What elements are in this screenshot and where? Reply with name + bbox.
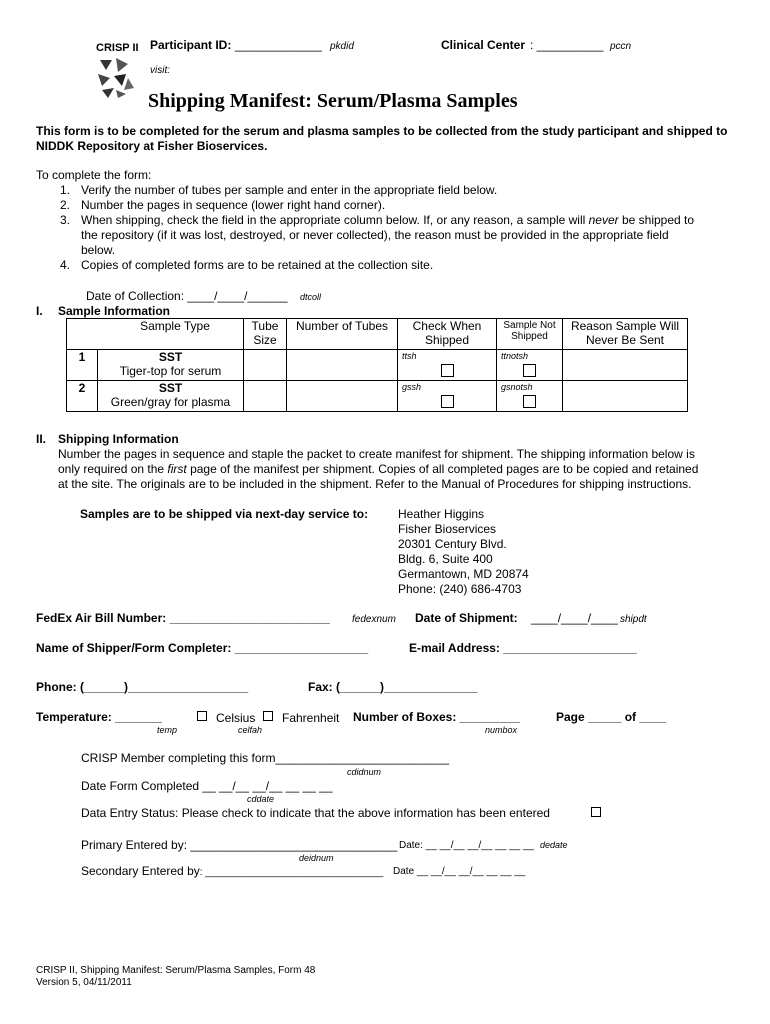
ship-code: ttsh xyxy=(402,351,417,361)
number-of-boxes-field[interactable]: Number of Boxes: _________ xyxy=(353,710,520,724)
participant-id-label: Participant ID: xyxy=(150,38,232,52)
page-of-field[interactable]: Page _____ of ____ xyxy=(556,710,667,724)
instruction-step-1: Verify the number of tubes per sample and enter in the appropriate field below. xyxy=(81,183,498,197)
shipped-checkbox[interactable] xyxy=(441,395,454,408)
step-number-2: 2. xyxy=(60,198,71,212)
instructions-lead: To complete the form: xyxy=(36,168,152,182)
instruction-step-3-line3: below. xyxy=(81,243,116,257)
phone-field[interactable]: Phone: (______)__________________ xyxy=(36,680,249,694)
date-of-collection-field[interactable]: Date of Collection: ____/____/______ xyxy=(86,289,288,303)
primary-code: deidnum xyxy=(299,853,334,863)
logo-text: CRISP II xyxy=(96,42,139,54)
ship-date-code: shipdt xyxy=(620,614,647,625)
table-row xyxy=(67,350,688,381)
crisp-member-field[interactable]: CRISP Member completing this form__________________________ xyxy=(81,751,450,765)
footer-version: Version 5, 04/11/2011 xyxy=(36,977,132,988)
date-completed-code: cddate xyxy=(247,794,275,804)
data-entry-checkbox[interactable] xyxy=(591,807,601,817)
member-code: cdidnum xyxy=(347,767,382,777)
col-check-when-shipped: Check When Shipped xyxy=(398,319,497,350)
not-shipped-code: gsnotsh xyxy=(501,382,533,392)
fax-field[interactable]: Fax: (______)______________ xyxy=(308,680,478,694)
ship-to-company: Fisher Bioservices xyxy=(398,522,497,536)
sample-type-cell: SST Tiger-top for serum xyxy=(98,350,244,381)
check-when-shipped-cell xyxy=(398,381,497,412)
row-number: 1 xyxy=(67,350,98,381)
date-of-shipment-label: Date of Shipment: xyxy=(415,611,518,625)
reason-cell[interactable] xyxy=(563,350,688,381)
check-when-shipped-cell xyxy=(398,350,497,381)
step-number-1: 1. xyxy=(60,183,71,197)
ship-to-label: Samples are to be shipped via next-day service to: xyxy=(80,507,369,521)
ship-code: gssh xyxy=(402,382,422,392)
section-1-numeral: I. xyxy=(36,304,43,318)
not-shipped-checkbox[interactable] xyxy=(523,395,536,408)
ship-to-name: Heather Higgins xyxy=(398,507,485,521)
sample-table xyxy=(66,318,688,412)
section-2-text-line3: at the site. The originals are to be included in the shipment. Refer to the Manual of Procedures for shipping instructions. xyxy=(58,477,692,491)
intro-text: This form is to be completed for the serum and plasma samples to be collected from the study participant and shipped to NIDDK Repository at Fisher Bioservices. xyxy=(36,124,728,153)
shipper-name-field[interactable]: Name of Shipper/Form Completer: ____________________ xyxy=(36,641,369,655)
footer-form-title: CRISP II, Shipping Manifest: Serum/Plasma Samples, Form 48 xyxy=(36,965,316,976)
instruction-step-4: Copies of completed forms are to be retained at the collection site. xyxy=(81,258,434,272)
section-2-title: Shipping Information xyxy=(58,432,179,446)
fahrenheit-label: Fahrenheit xyxy=(282,711,340,725)
col-number-of-tubes: Number of Tubes xyxy=(287,319,398,350)
row-number: 2 xyxy=(67,381,98,412)
section-2-numeral: II. xyxy=(36,432,47,446)
tube-size-cell[interactable] xyxy=(244,381,287,412)
section-2-text-line1: Number the pages in sequence and staple the packet to create manifest for shipment. The shipping information below is xyxy=(58,447,695,461)
shipped-checkbox[interactable] xyxy=(441,364,454,377)
not-shipped-cell xyxy=(497,350,563,381)
temperature-code: temp xyxy=(157,725,178,735)
fahrenheit-checkbox[interactable] xyxy=(263,711,273,721)
data-entry-status-label: Data Entry Status: Please check to indicate that the above information has been entered xyxy=(81,806,550,820)
date-of-collection-code: dtcoll xyxy=(300,292,322,302)
temp-unit-code: celfah xyxy=(238,725,263,735)
ship-to-street: 20301 Century Blvd. xyxy=(398,537,507,551)
participant-id-field[interactable]: _____________ xyxy=(235,38,322,52)
ship-to-phone: Phone: (240) 686-4703 xyxy=(398,582,522,596)
boxes-code: numbox xyxy=(485,725,518,735)
email-field[interactable]: E-mail Address: ____________________ xyxy=(409,641,637,655)
not-shipped-code: ttnotsh xyxy=(501,351,529,361)
number-of-tubes-cell[interactable] xyxy=(287,350,398,381)
page-title: Shipping Manifest: Serum/Plasma Samples xyxy=(148,90,518,112)
date-form-completed-field[interactable]: Date Form Completed __ __/__ __/__ __ __ __ xyxy=(81,779,333,793)
temperature-field[interactable]: Temperature: _______ xyxy=(36,710,162,724)
fedex-code: fedexnum xyxy=(352,614,396,625)
table-header-row xyxy=(67,319,688,350)
primary-date-code: dedate xyxy=(540,840,568,850)
crisp-logo-icon xyxy=(96,56,136,100)
col-reason-never-sent: Reason Sample Will Never Be Sent xyxy=(563,319,688,350)
not-shipped-cell xyxy=(497,381,563,412)
instruction-step-3-line1: When shipping, check the field in the appropriate column below. If, or any reason, a sample will never be shipped to xyxy=(81,213,695,227)
celsius-label: Celsius xyxy=(216,711,256,725)
number-of-tubes-cell[interactable] xyxy=(287,381,398,412)
col-sample-type: Sample Type xyxy=(67,319,244,350)
ship-to-building: Bldg. 6, Suite 400 xyxy=(398,552,493,566)
step-number-4: 4. xyxy=(60,258,71,272)
secondary-date-field[interactable]: Date __ __/__ __/__ __ __ __ xyxy=(393,866,526,877)
visit-label: visit: xyxy=(150,65,170,76)
clinical-center-code: pccn xyxy=(610,41,632,52)
col-tube-size: Tube Size xyxy=(244,319,287,350)
primary-entered-by-field[interactable]: Primary Entered by: _______________________________ xyxy=(81,838,398,852)
clinical-center-label: Clinical Center xyxy=(441,38,526,52)
instruction-step-2: Number the pages in sequence (lower right hand corner). xyxy=(81,198,386,212)
fedex-air-bill-field[interactable]: FedEx Air Bill Number: ________________________ xyxy=(36,611,330,625)
table-row xyxy=(67,381,688,412)
step-number-3: 3. xyxy=(60,213,71,227)
instruction-step-3-line2: the repository (if it was lost, destroyed, or never collected), the reason must be provided in the appropriate field xyxy=(81,228,669,242)
secondary-entered-by-field[interactable]: Secondary Entered by: ________________________________ xyxy=(81,864,384,878)
sample-type-cell: SST Green/gray for plasma xyxy=(98,381,244,412)
clinical-center-field[interactable]: : __________ xyxy=(530,38,604,52)
participant-id-code: pkdid xyxy=(330,41,354,52)
section-2-text-line2: only required on the first page of the manifest per shipment. Copies of all completed pages are to be copied and retained xyxy=(58,462,699,476)
not-shipped-checkbox[interactable] xyxy=(523,364,536,377)
primary-date-field[interactable]: Date: __ __/__ __/__ __ __ __ xyxy=(399,840,535,851)
reason-cell[interactable] xyxy=(563,381,688,412)
celsius-checkbox[interactable] xyxy=(197,711,207,721)
date-of-shipment-field[interactable]: ____/____/____ xyxy=(531,611,618,625)
tube-size-cell[interactable] xyxy=(244,350,287,381)
col-sample-not-shipped: Sample Not Shipped xyxy=(497,319,563,350)
ship-to-city: Germantown, MD 20874 xyxy=(398,567,529,581)
section-1-title: Sample Information xyxy=(58,304,171,318)
